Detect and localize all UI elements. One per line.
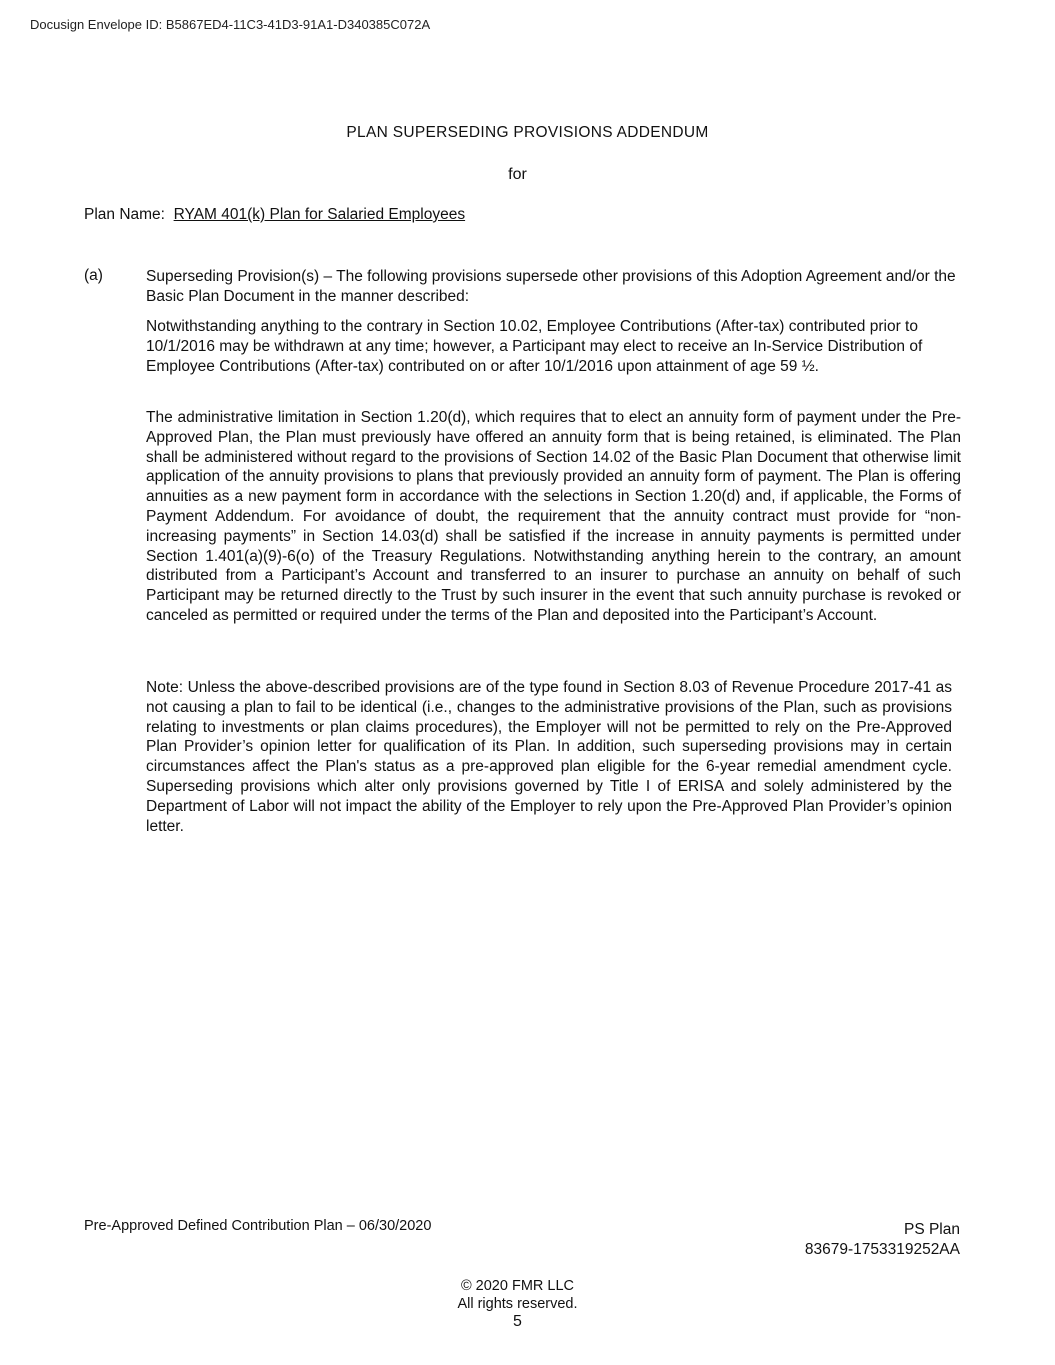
plan-name-line: [84, 206, 465, 224]
footer-plan-id: [805, 1220, 960, 1260]
for-text: for: [508, 166, 527, 183]
provision-paragraph-2: The administrative limitation in Section 1.20(d), which requires that to elect an annuity form of payment under the Pre-Approved Plan, the Plan must previously have offered an annuity form that is being retained, is eliminated. The Plan shall be administered without regard to the provisions of Section 14.02 of the Basic Plan Document that otherwise limit application of the annuity provisions to plans that previously provided an annuity form of payment. The Plan is offering annuities as a new payment form in accordance with the selections in Section 1.20(d) and, if applicable, the Forms of Payment Addendum. For avoidance of doubt, the requirement that the annuity contract must provide for “non-increasing payments” in Section 14.03(d) shall be satisfied if the increase in annuity payments is permitted under Section 1.401(a)(9)-6(o) of the Treasury Regulations. Notwithstanding anything herein to the contrary, an amount distributed from a Participant’s Account and transferred to an insurer to purchase an annuity on behalf of such Participant may be returned directly to the Trust by such insurer in the event that such annuity purchase is revoked or canceled as permitted or required under the terms of the Plan and deposited into the Participant’s Account.: [146, 409, 961, 624]
provision-paragraph-1: Notwithstanding anything to the contrary in Section 10.02, Employee Contributions (After-tax) contributed prior to 10/1/2016 may be withdrawn at any time; however, a Participant may elect to receive an In-Service Distribution of Employee Contributions (After-tax) contributed on or after 10/1/2016 upon attainment of age 59 ½.: [146, 318, 923, 375]
footer-copyright-block: [0, 1277, 1035, 1313]
note-paragraph: Note: Unless the above-described provisions are of the type found in Section 8.03 of Revenue Procedure 2017-41 as not causing a plan to fail to be identical (i.e., changes to the administrative provisions of the Plan, such as provisions relating to investments or plan claims procedures), the Employer will not be permitted to rely on the Pre-Approved Plan Provider’s opinion letter for qualification of its Plan. In addition, such superseding provisions may in certain circumstances affect the Plan's status as a pre-approved plan eligible for the 6-year remedial amendment cycle. Superseding provisions which alter only provisions governed by Title I of ERISA and solely administered by the Department of Labor will not impact the ability of the Employer to rely upon the Pre-Approved Plan Provider’s opinion letter.: [146, 679, 952, 835]
plan-name-value: RYAM 401(k) Plan for Salaried Employees: [173, 206, 466, 223]
footer-copyright: © 2020 FMR LLC: [460, 1278, 575, 1294]
footer-doc-number: 83679-1753319252AA: [804, 1241, 960, 1258]
plan-name-label: Plan Name:: [84, 206, 165, 223]
superseding-intro: Superseding Provision(s) – The following provisions supersede other provisions of this Adoption Agreement and/or the Basic Plan Document in the manner described:: [146, 268, 956, 305]
page-title: PLAN SUPERSEDING PROVISIONS ADDENDUM: [346, 124, 709, 141]
footer-ps-plan: PS Plan: [903, 1221, 960, 1238]
page-number: 5: [513, 1313, 522, 1330]
footer-rights: All rights reserved.: [457, 1296, 578, 1312]
docusign-envelope-id: Docusign Envelope ID: B5867ED4-11C3-41D3-91A1-D340385C072A: [30, 17, 431, 32]
item-label: (a): [84, 267, 103, 284]
footer-plan-type: Pre-Approved Defined Contribution Plan – 06/30/2020: [84, 1218, 432, 1234]
